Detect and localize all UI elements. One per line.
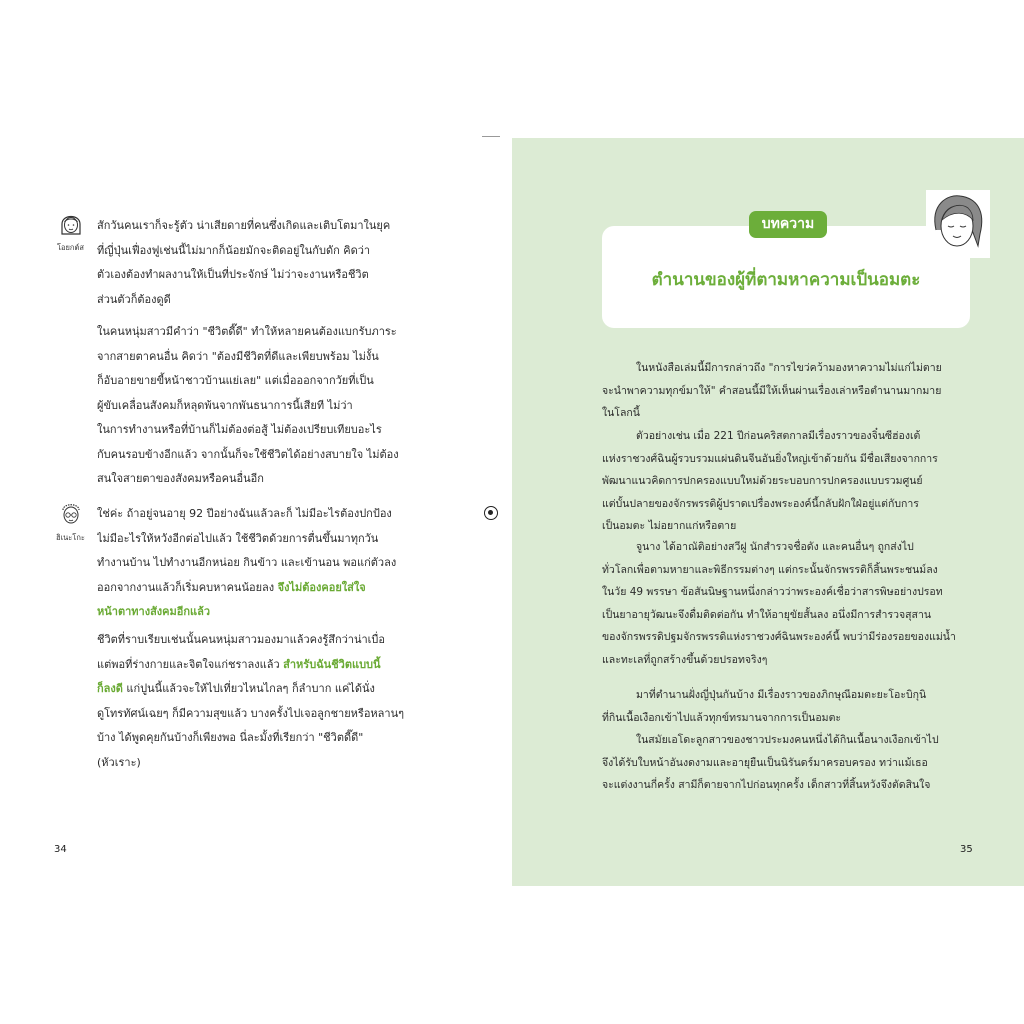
text-line: พัฒนาแนวคิดการปกครองแบบใหม่ด้วยระบอบการปกครองแบบรวมศูนย์: [602, 475, 923, 488]
text-line: (หัวเราะ): [97, 755, 141, 769]
text-line: ใช่ค่ะ ถ้าอยู่จนอายุ 92 ปีอย่างฉันแล้วละก็ ไม่มีอะไรต้องปกป้อง: [97, 507, 392, 520]
highlighted-text: สำหรับฉันชีวิตแบบนี้: [283, 657, 381, 671]
text-run: แก่ปูนนี้แล้วจะให้ไปเที่ยวไหนไกลๆ ก็ลำบาก แค่ได้นั่ง: [122, 682, 375, 695]
paragraph: [97, 214, 427, 312]
text-line: แต่บั้นปลายของจักรพรรดิผู้ปราดเปรื่องพระองค์นี้กลับฝักใฝ่อยู่แต่กับการ: [602, 497, 919, 510]
text-line: ชีวิตที่ราบเรียบเช่นนั้นคนหนุ่มสาวมองมาแล้วคงรู้สึกว่าน่าเบื่อ: [97, 633, 386, 646]
text-line: สักวันคนเราก็จะรู้ตัว น่าเสียดายที่คนซึ่งเกิดและเติบโตมาในยุค: [97, 219, 391, 232]
text-line: จะนำพาความทุกข์มาให้" คำสอนนี้มีให้เห็นผ่านเรื่องเล่าหรือตำนานมากมาย: [602, 384, 942, 397]
article-paragraph: [602, 729, 972, 797]
text-line: และทะเลที่ถูกสร้างขึ้นด้วยปรอทจริงๆ: [602, 653, 768, 666]
young-woman-avatar-icon: [58, 210, 84, 240]
text-line: ในหนังสือเล่มนี้มีการกล่าวถึง "การไขว่คว้ามองหาความไม่แก่ไม่ตาย: [636, 362, 942, 374]
text-line: เป็นอมตะ ไม่อยากแก่หรือตาย: [602, 520, 737, 533]
text-line: แห่งราชวงศ์ฉินผู้รวบรวมแผ่นดินจีนอันยิ่งใหญ่เข้าด้วยกัน มีชื่อเสียงจากการ: [602, 452, 938, 465]
article-paragraph: [602, 425, 972, 538]
article-paragraph: [602, 536, 972, 672]
text-line: ของจักรพรรดิปฐมจักรพรรดิแห่งราชวงศ์ฉินพระองค์นี้ พบว่ามีร่องรอยของแม่น้ำ: [602, 631, 956, 644]
text-line: จึงได้รับใบหน้าอันงดงามและอายุยืนเป็นนิรันดร์มาครอบครอง ทว่าแม้เธอ: [602, 756, 928, 769]
paragraph: [97, 320, 427, 492]
article-paragraph: [602, 684, 972, 729]
text-line: ที่กินเนื้อเงือกเข้าไปแล้วทุกข์ทรมานจากการเป็นอมตะ: [602, 711, 842, 724]
text-line: ตัวเองต้องทำผลงานให้เป็นที่ประจักษ์ ไม่ว่าจะงานหรือชีวิต: [97, 268, 369, 281]
highlighted-text: หน้าตาทางสังคมอีกแล้ว: [97, 605, 211, 618]
text-run: ออกจากงานแล้วก็เริ่มคบหาคนน้อยลง: [97, 580, 275, 594]
elderly-woman-avatar-icon: [58, 500, 84, 530]
text-run: แต่พอที่ร่างกายและจิตใจแก่ชราลงแล้ว: [97, 657, 280, 671]
text-line: ที่ญี่ปุ่นเฟื่องฟูเช่นนี้ไม่มากก็น้อยมักจะติดอยู่ในกับดัก คิดว่า: [97, 243, 371, 257]
text-line: ในคนหนุ่มสาวมีคำว่า "ชีวิตดี๊ดี" ทำให้หลายคนต้องแบกรับภาระ: [97, 325, 397, 338]
text-line: บ้าง ได้พูดคุยกันบ้างก็เพียงพอ นี่ละมั้งที่เรียกว่า "ชีวิตดี๊ดี": [97, 731, 364, 744]
text-line: จากสายตาคนอื่น คิดว่า "ต้องมีชีวิตที่ดีและเพียบพร้อม ไม่งั้น: [97, 349, 379, 363]
page-number: 34: [54, 844, 67, 855]
text-line: จะแต่งงานกี่ครั้ง สามีก็ตายจากไปก่อนทุกครั้ง เด็กสาวที่สิ้นหวังจึงตัดสินใจ: [602, 779, 931, 792]
text-line: ก็อับอายขายขี้หน้าชาวบ้านแย่เลย" แต่เมื่อออกจากวัยที่เป็น: [97, 374, 374, 387]
text-line: ตัวอย่างเช่น เมื่อ 221 ปีก่อนคริสตกาลมีเรื่องราวของจิ๋นซีฮ่องเต้: [636, 430, 921, 442]
text-line: เป็นยาอายุวัฒนะจึงดื่มติดต่อกัน ทำให้อายุขัยสั้นลง อนึ่งมีการสำรวจสุสาน: [602, 608, 932, 621]
highlighted-text: ก็ลงดี: [97, 682, 123, 695]
paragraph: [97, 628, 427, 775]
text-line: ในสมัยเอโดะลูกสาวของชาวประมงคนหนึ่งได้กินเนื้อนางเงือกเข้าไป: [636, 734, 939, 746]
text-line: ในการทำงานหรือที่บ้านก็ไม่ต้องต่อสู้ ไม่ต้องเปรียบเทียบอะไร: [97, 423, 382, 436]
text-line: ไม่มีอะไรให้หวังอีกต่อไปแล้ว ใช้ชีวิตด้วยการตื่นขึ้นมาทุกวัน: [97, 531, 379, 545]
article-title: ตำนานของผู้ที่ตามหาความเป็นอมตะ: [651, 270, 921, 290]
paragraph: [97, 502, 427, 625]
article-tag: บทความ: [749, 211, 827, 238]
text-line: มาที่ตำนานฝั่งญี่ปุ่นกันบ้าง มีเรื่องราวของภิกษุณีอมตะยะโอะบิกุนิ: [636, 689, 927, 701]
text-line: ในวัย 49 พรรษา ข้อสันนิษฐานหนึ่งกล่าวว่าพระองค์เชื่อว่าสารพิษอย่างปรอท: [602, 586, 943, 599]
text-line: ทั่วโลกเพื่อตามหายาและพิธีกรรมต่างๆ แต่กระนั้นจักรพรรดิก็สิ้นพระชนม์ลง: [602, 563, 938, 576]
speaker-label: ฮิเนะโกะ: [56, 533, 85, 542]
woman-portrait-icon: [926, 190, 990, 258]
text-line: ทำงานบ้าน ไปทำงานอีกหน่อย กินข้าว และเข้านอน พอแก่ตัวลง: [97, 556, 397, 569]
text-line: [97, 576, 427, 601]
text-line: ผู้ขับเคลื่อนสังคมก็หลุดพ้นจากพันธนาการนี้เสียที ไม่ว่า: [97, 398, 353, 412]
speaker-label: โอยกต์ส: [57, 243, 84, 252]
text-line: สนใจสายตาของสังคมหรือคนอื่นอีก: [97, 472, 264, 485]
registration-mark-icon: [484, 506, 498, 520]
text-line: กับคนรอบข้างอีกแล้ว จากนั้นก็จะใช้ชีวิตได้อย่างสบายใจ ไม่ต้อง: [97, 447, 399, 461]
highlighted-text: จึงไม่ต้องคอยใส่ใจ: [277, 580, 366, 594]
text-line: ดูโทรทัศน์เฉยๆ ก็มีความสุขแล้ว บางครั้งไปเจอลูกชายหรือหลานๆ: [97, 706, 405, 720]
text-line: [97, 677, 427, 702]
text-line: ในโลกนี้: [602, 407, 640, 420]
top-rule: [482, 136, 500, 137]
text-line: ส่วนตัวก็ต้องดูดี: [97, 292, 171, 306]
text-line: [97, 653, 427, 678]
text-line: จูนาง ได้อาณัติอย่างสวีฝู นักสำรวจชื่อดัง และคนอื่นๆ ถูกส่งไป: [636, 541, 914, 553]
article-paragraph: [602, 357, 972, 425]
page-number: 35: [960, 844, 973, 855]
